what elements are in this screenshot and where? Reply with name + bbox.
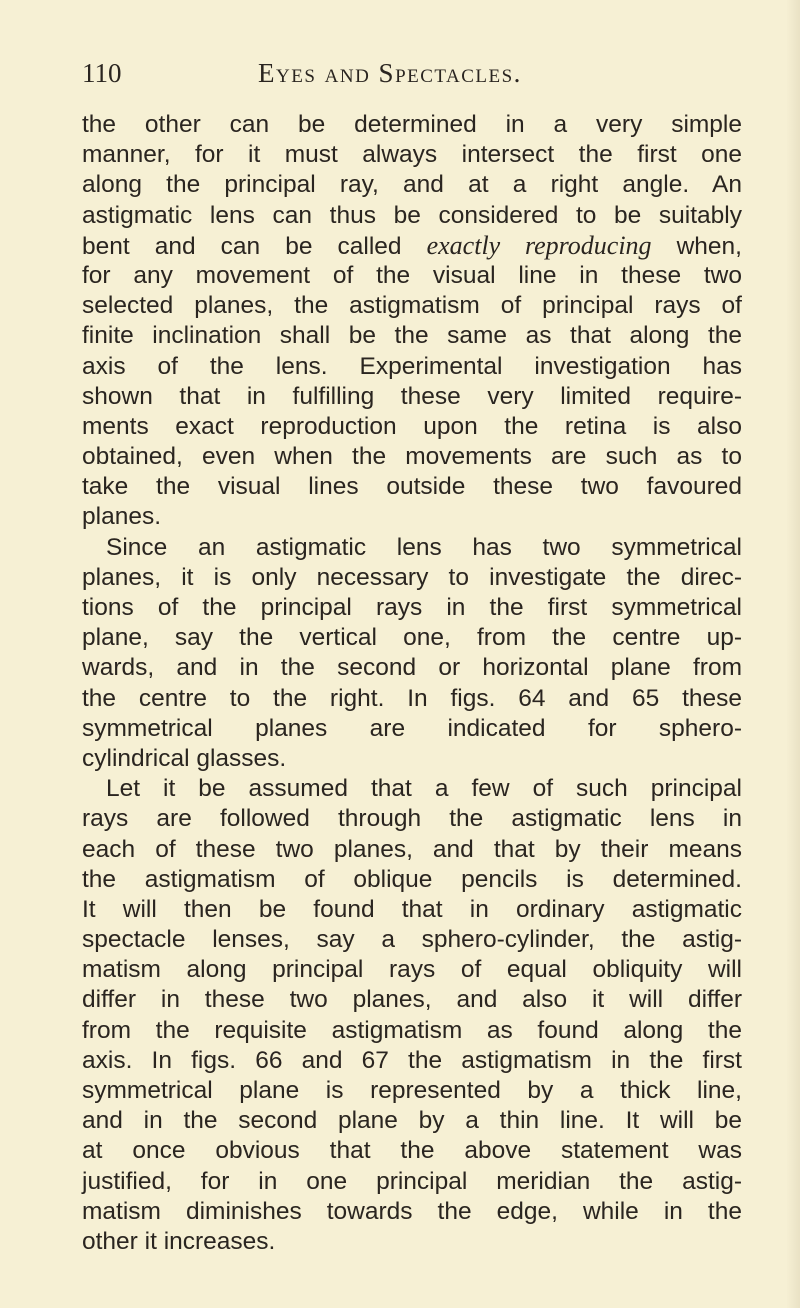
text-line: symmetrical plane is represented by a thick line, — [82, 1077, 742, 1104]
text-line: symmetrical planes are indicated for sphero- — [82, 714, 742, 742]
text-segment: when, — [651, 232, 742, 260]
text-line: It will then be found that in ordinary astigmatic — [82, 895, 742, 923]
text-line: obtained, even when the movements are such as to — [82, 443, 742, 471]
emphasized-phrase: exactly reproducing — [426, 230, 652, 260]
text-line: and in the second plane by a thin line. It will be — [82, 1107, 742, 1135]
text-line: at once obvious that the above statement was — [82, 1137, 742, 1165]
text-line: Let it be assumed that a few of such principal — [106, 775, 742, 803]
text-line: planes, it is only necessary to investigate the direc- — [82, 563, 742, 591]
text-line: justified, for in one principal meridian the astig- — [82, 1167, 742, 1195]
text-line: finite inclination shall be the same as that along the — [82, 322, 742, 350]
body-text — [82, 110, 742, 1257]
text-line: axis. In figs. 66 and 67 the astigmatism in the first — [82, 1046, 742, 1074]
text-line: Since an astigmatic lens has two symmetrical — [106, 533, 742, 561]
text-line: cylindrical glasses. — [82, 744, 287, 772]
text-line: plane, say the vertical one, from the centre up- — [82, 624, 742, 652]
text-line: astigmatic lens can thus be considered to be suitably — [82, 201, 742, 229]
text-line: the other can be determined in a very simple — [82, 111, 742, 138]
text-line: rays are followed through the astigmatic lens in — [82, 805, 742, 833]
text-line: matism diminishes towards the edge, while in the — [82, 1197, 742, 1225]
text-line: ments exact reproduction upon the retina is also — [82, 412, 742, 440]
text-line: each of these two planes, and that by their means — [82, 835, 742, 863]
text-line: wards, and in the second or horizontal plane from — [82, 654, 742, 682]
running-header — [82, 58, 742, 92]
text-line — [82, 231, 742, 261]
text-line: take the visual lines outside these two favoured — [82, 473, 742, 501]
text-line: for any movement of the visual line in these two — [82, 261, 742, 289]
text-line: planes. — [82, 503, 162, 531]
page-edge-shadow — [786, 0, 800, 1308]
text-line: the centre to the right. In figs. 64 and 65 these — [82, 684, 742, 712]
text-line: shown that in fulfilling these very limited require- — [82, 382, 742, 410]
text-line: spectacle lenses, say a sphero-cylinder, the astig- — [82, 926, 742, 954]
text-segment: bent and can be called — [82, 232, 427, 260]
text-line: the astigmatism of oblique pencils is determined. — [82, 865, 742, 893]
text-line: matism along principal rays of equal obliquity will — [82, 956, 742, 984]
text-line: from the requisite astigmatism as found along the — [82, 1016, 742, 1044]
text-line: along the principal ray, and at a right angle. An — [82, 171, 742, 199]
page-number: 110 — [82, 58, 122, 88]
text-line: manner, for it must always intersect the first one — [82, 141, 742, 169]
running-title: Eyes and Spectacles. — [258, 58, 522, 88]
text-line: axis of the lens. Experimental investigation has — [82, 352, 742, 380]
text-line: other it increases. — [82, 1227, 276, 1255]
text-line: differ in these two planes, and also it will differ — [82, 986, 742, 1014]
text-line: selected planes, the astigmatism of principal rays of — [82, 292, 742, 320]
text-line: tions of the principal rays in the first symmetrical — [82, 594, 742, 621]
